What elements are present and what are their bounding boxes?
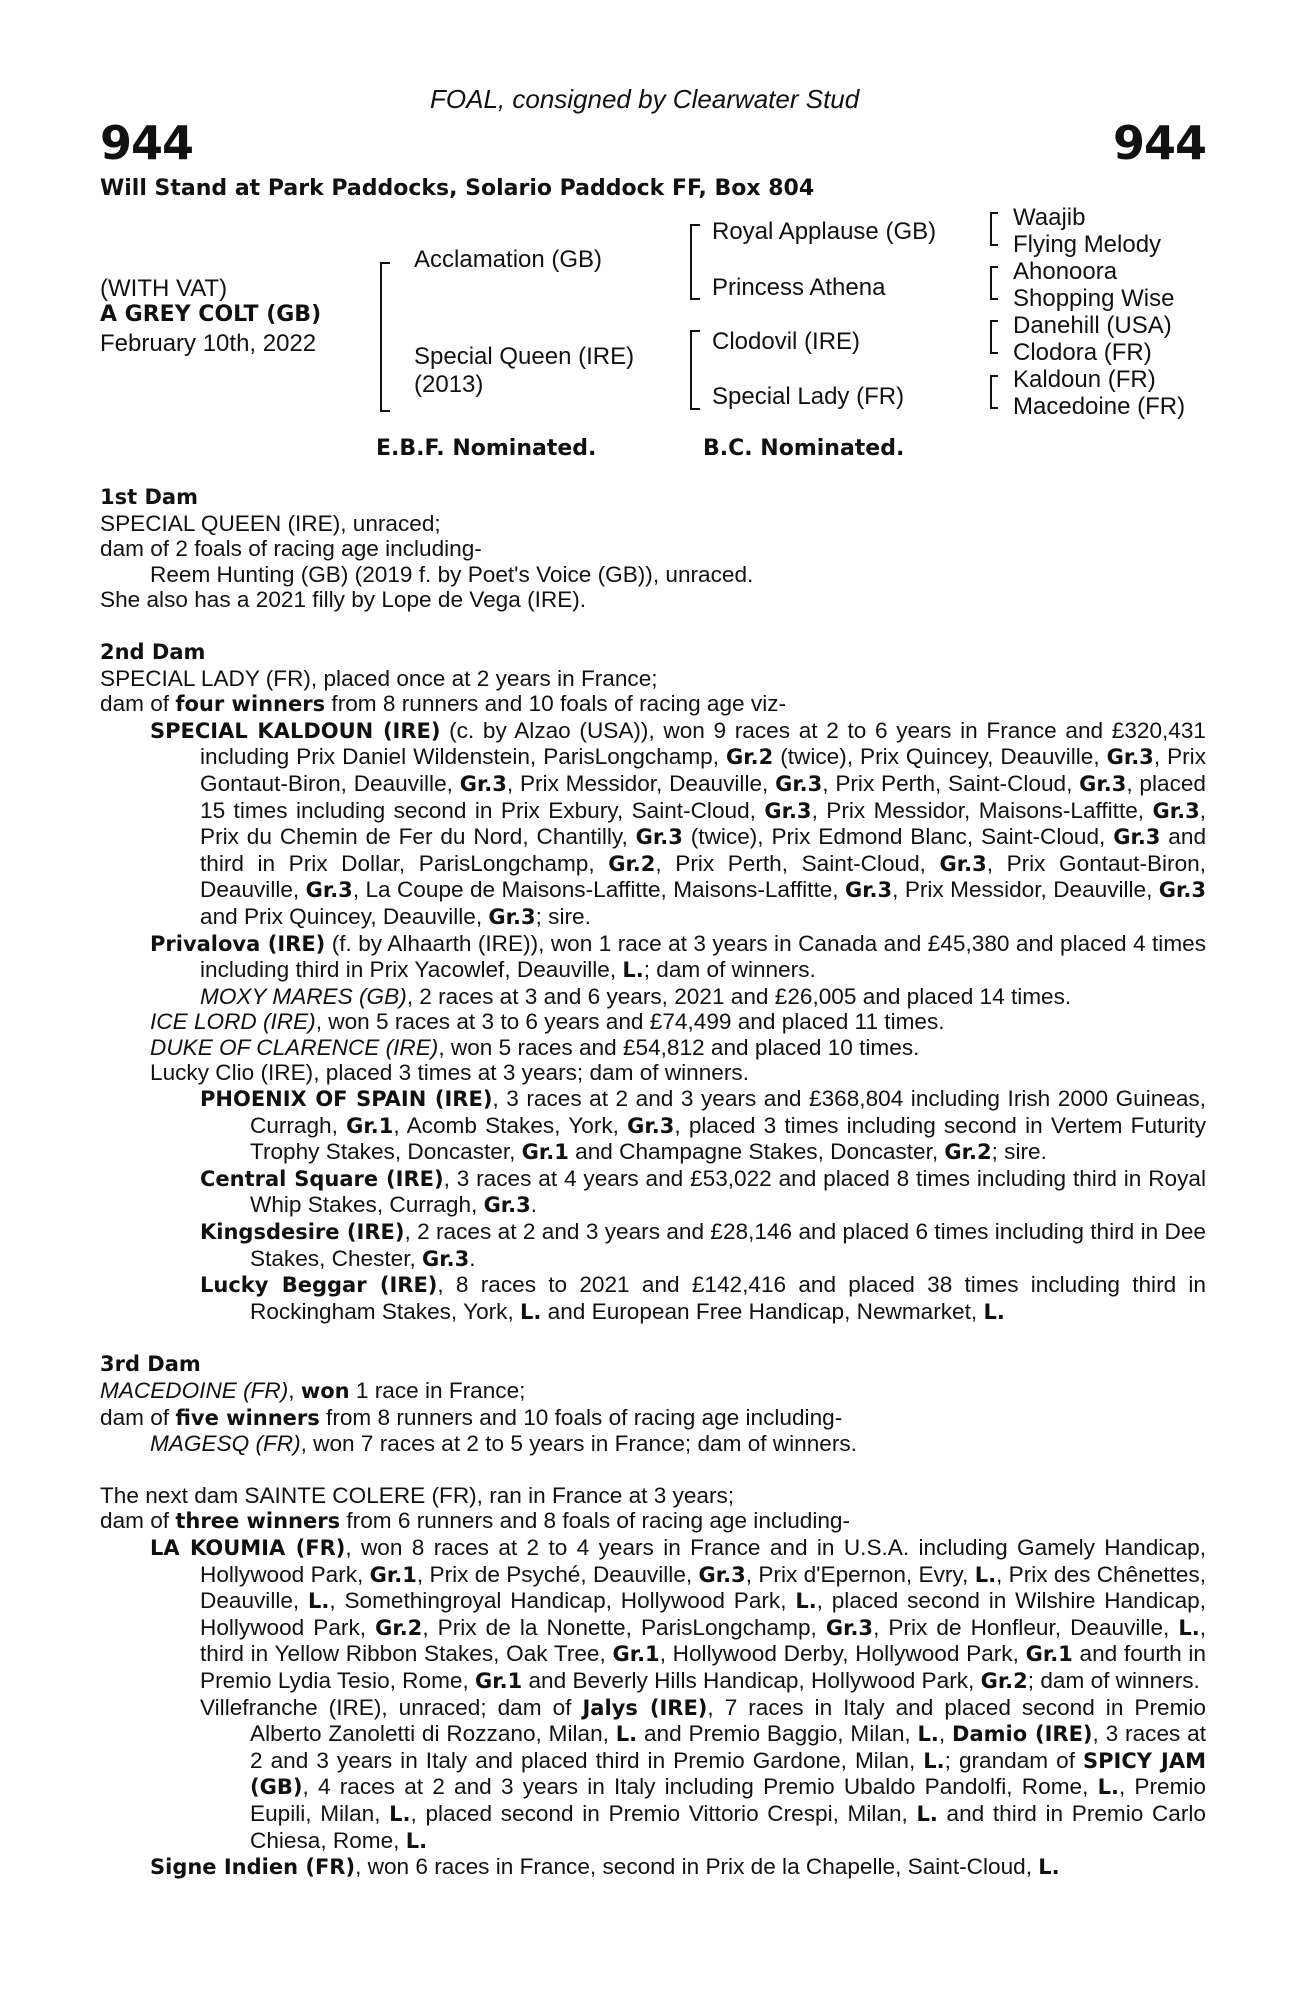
produce-signe-indien: Signe Indien (FR), won 6 races in France, second in Prix de la Chapelle, Saint-Cloud, L.: [150, 1854, 1060, 1880]
grandsire-7: Kaldoun (FR): [1013, 366, 1156, 393]
lot-number-right: 944: [1112, 116, 1206, 170]
produce-central-square: Central Square (IRE), 3 races at 4 years and £53,022 and placed 8 times including third in Royal Whip Stakes, Curragh, Gr.3.: [200, 1165, 1206, 1218]
sire-name: Acclamation (GB): [414, 246, 603, 273]
grandsire-6: Clodora (FR): [1013, 339, 1152, 366]
dam-sire: Clodovil (IRE): [712, 328, 861, 355]
second-dam-heading: 2nd Dam: [100, 639, 206, 664]
produce-kingsdesire: Kingsdesire (IRE), 2 races at 2 and 3 years and £28,146 and placed 6 times including third in Dee Stakes, Chester, Gr.3.: [200, 1219, 1206, 1271]
third-dam-line: MACEDOINE (FR), won 1 race in France;: [100, 1378, 526, 1403]
third-dam-heading: 3rd Dam: [100, 1352, 201, 1377]
third-dam-foals: dam of five winners from 8 runners and 10 foals of racing age including-: [100, 1404, 843, 1430]
grandsire-3: Ahonoora: [1013, 258, 1118, 285]
first-dam-foals: dam of 2 foals of racing age including-: [100, 536, 482, 562]
first-dam-line: SPECIAL QUEEN (IRE), unraced;: [100, 510, 441, 536]
brace-g2: [990, 266, 998, 300]
dam-dam: Special Lady (FR): [712, 383, 905, 410]
dam-year: (2013): [414, 371, 484, 398]
pedigree-brace-main: [380, 262, 390, 412]
next-dam-foals: dam of three winners from 6 runners and 8 foals of racing age including-: [100, 1508, 851, 1534]
produce-special-kaldoun: SPECIAL KALDOUN (IRE) (c. by Alzao (USA)), won 9 races at 2 to 6 years in France and £320,431 including Prix Daniel Wildenstein, ParisLongchamp, Gr.2 (twice), Prix Quincey, Deauville, Gr.3, Prix Gontaut-Biron, Deauville, Gr.3, Prix Messidor, Deauville, Gr.3, Prix Perth, Saint-Cloud, Gr.3, placed 15 times including second in Prix Exbury, Saint-Cloud, Gr.3, Prix Messidor, Maisons-Laffitte, Gr.3, Prix du Chemin de Fer du Nord, Chantilly, Gr.3 (twice), Prix Edmond Blanc, Saint-Cloud, Gr.3 and third in Prix Dollar, ParisLongchamp, Gr.2, Prix Perth, Saint-Cloud, Gr.3, Prix Gontaut-Biron, Deauville, Gr.3, La Coupe de Maisons-Laffitte, Maisons-Laffitte, Gr.3, Prix Messidor, Deauville, Gr.3 and Prix Quincey, Deauville, Gr.3; sire.: [150, 717, 1207, 929]
grandsire-5: Danehill (USA): [1013, 312, 1172, 339]
second-dam-line: SPECIAL LADY (FR), placed once at 2 years in France;: [100, 665, 658, 691]
sire-dam: Princess Athena: [712, 274, 886, 301]
second-dam-foals: dam of four winners from 8 runners and 10 foals of racing age viz-: [100, 691, 787, 717]
horse-dob: February 10th, 2022: [100, 330, 317, 357]
pedigree-brace-dam: [690, 330, 700, 410]
horse-name: A GREY COLT (GB): [100, 302, 322, 327]
produce-lucky-beggar: Lucky Beggar (IRE), 8 races to 2021 and £142,416 and placed 38 times including third in Rockingham Stakes, York, L. and European Free Handicap, Newmarket, L.: [200, 1272, 1207, 1324]
pedigree-brace-sire: [690, 224, 700, 300]
grandsire-1: Waajib: [1013, 204, 1086, 231]
produce-phoenix-of-spain: PHOENIX OF SPAIN (IRE), 3 races at 2 and 3 years and £368,804 including Irish 2000 Guineas, Curragh, Gr.1, Acomb Stakes, York, Gr.3, placed 3 times including second in Vertem Futurity Trophy Stakes, Doncaster, Gr.1 and Champagne Stakes, Doncaster, Gr.2; sire.: [200, 1086, 1206, 1165]
bc-nominated: B.C. Nominated.: [703, 436, 905, 461]
catalogue-body: [100, 484, 1206, 1881]
grandsire-4: Shopping Wise: [1013, 285, 1175, 312]
produce-duke-of-clarence: DUKE OF CLARENCE (IRE), won 5 races and £54,812 and placed 10 times.: [150, 1034, 920, 1060]
brace-g3: [990, 320, 998, 354]
stabling-line: Will Stand at Park Paddocks, Solario Paddock FF, Box 804: [100, 176, 815, 201]
produce-ice-lord: ICE LORD (IRE), won 5 races at 3 to 6 years and £74,499 and placed 11 times.: [150, 1009, 945, 1035]
grandsire-8: Macedoine (FR): [1013, 393, 1186, 420]
vat-label: (WITH VAT): [100, 275, 228, 302]
produce-privalova: Privalova (IRE) (f. by Alhaarth (IRE)), won 1 race at 3 years in Canada and £45,380 and placed 4 times including third in Prix Yacowlef, Deauville, L.; dam of winners.: [150, 930, 1206, 983]
sire-sire: Royal Applause (GB): [712, 218, 937, 245]
lot-number-left: 944: [100, 116, 194, 170]
produce-moxy-mares: MOXY MARES (GB), 2 races at 3 and 6 years, 2021 and £26,005 and placed 14 times.: [200, 983, 1072, 1009]
ebf-nominated: E.B.F. Nominated.: [376, 436, 597, 461]
next-dam-line: The next dam SAINTE COLERE (FR), ran in France at 3 years;: [100, 1482, 735, 1508]
dam-name: Special Queen (IRE): [414, 343, 635, 370]
brace-g4: [990, 375, 998, 409]
first-dam-note: She also has a 2021 filly by Lope de Vega (IRE).: [100, 587, 587, 613]
consignor-line: FOAL, consigned by Clearwater Stud: [430, 84, 860, 114]
produce-villefranche: Villefranche (IRE), unraced; dam of Jalys (IRE), 7 races in Italy and placed second in Premio Alberto Zanoletti di Rozzano, Milan, L. and Premio Baggio, Milan, L., Damio (IRE), 3 races at 2 and 3 years in Italy and placed third in Premio Gardone, Milan, L.; grandam of SPICY JAM (GB), 4 races at 2 and 3 years in Italy including Premio Ubaldo Pandolfi, Rome, L., Premio Eupili, Milan, L., placed second in Premio Vittorio Crespi, Milan, L. and third in Premio Carlo Chiesa, Rome, L.: [200, 1694, 1206, 1853]
first-dam-produce: Reem Hunting (GB) (2019 f. by Poet's Voice (GB)), unraced.: [150, 561, 754, 587]
grandsire-2: Flying Melody: [1013, 231, 1162, 258]
produce-la-koumia: LA KOUMIA (FR), won 8 races at 2 to 4 years in France and in U.S.A. including Gamely Handicap, Hollywood Park, Gr.1, Prix de Psyché, Deauville, Gr.3, Prix d'Epernon, Evry, L., Prix des Chênettes, Deauville, L., Somethingroyal Handicap, Hollywood Park, L., placed second in Wilshire Handicap, Hollywood Park, Gr.2, Prix de la Nonette, ParisLongchamp, Gr.3, Prix de Honfleur, Deauville, L., third in Yellow Ribbon Stakes, Oak Tree, Gr.1, Hollywood Derby, Hollywood Park, Gr.1 and fourth in Premio Lydia Tesio, Rome, Gr.1 and Beverly Hills Handicap, Hollywood Park, Gr.2; dam of winners.: [150, 1534, 1207, 1693]
produce-magesq: MAGESQ (FR), won 7 races at 2 to 5 years in France; dam of winners.: [150, 1431, 857, 1457]
produce-lucky-clio: Lucky Clio (IRE), placed 3 times at 3 years; dam of winners.: [150, 1060, 749, 1086]
first-dam-heading: 1st Dam: [100, 485, 198, 509]
brace-g1: [990, 212, 998, 246]
